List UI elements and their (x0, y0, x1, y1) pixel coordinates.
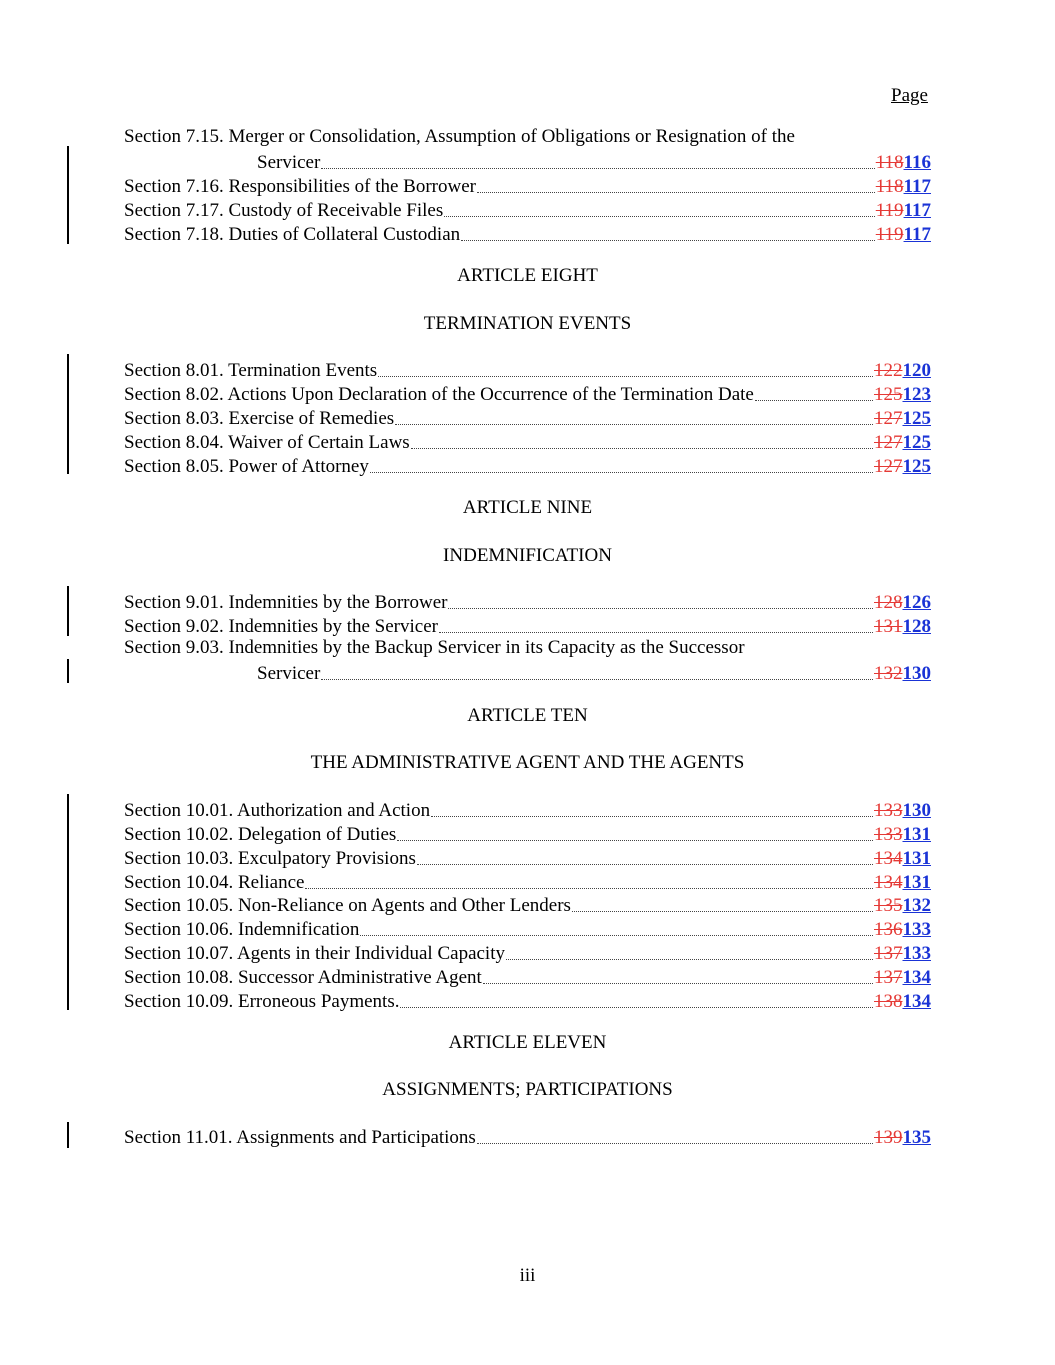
toc-entry-8-05[interactable] (124, 454, 931, 478)
deleted-page-number: 127 (874, 456, 903, 477)
deleted-page-number: 135 (874, 895, 903, 916)
dot-leader (477, 192, 875, 193)
dot-leader (461, 240, 875, 241)
toc-entry-label: Section 8.03. Exercise of Remedies (124, 408, 395, 429)
toc-entry-8-02[interactable] (124, 382, 931, 406)
change-bar (67, 586, 69, 636)
toc-entry-10-02[interactable] (124, 822, 931, 846)
article-number: ARTICLE ELEVEN (448, 1032, 607, 1053)
inserted-page-number[interactable]: 130 (902, 800, 931, 821)
dot-leader (370, 472, 873, 473)
toc-entry-10-08[interactable] (124, 965, 931, 989)
toc-entry-label: Section 8.05. Power of Attorney (124, 456, 369, 477)
dot-leader (417, 864, 873, 865)
dot-leader (444, 216, 874, 217)
deleted-page-number: 119 (875, 200, 904, 221)
toc-entry-label: Section 9.01. Indemnities by the Borrower (124, 592, 448, 613)
deleted-page-number: 137 (874, 943, 903, 964)
deleted-page-number: 134 (874, 872, 903, 893)
dot-leader (411, 448, 873, 449)
dot-leader (572, 911, 873, 912)
dot-leader (378, 376, 873, 377)
deleted-page-number: 119 (875, 224, 904, 245)
toc-entry-label: Section 7.18. Duties of Collateral Custodian (124, 224, 461, 245)
toc-entry-9-03[interactable] (257, 661, 931, 685)
inserted-page-number[interactable]: 117 (903, 200, 931, 221)
dot-leader (506, 959, 873, 960)
dot-leader (448, 608, 873, 609)
deleted-page-number: 127 (874, 408, 903, 429)
toc-entry-7-16[interactable] (124, 174, 931, 198)
dot-leader (321, 679, 873, 680)
inserted-page-number[interactable]: 120 (902, 360, 931, 381)
inserted-page-number[interactable]: 134 (902, 991, 931, 1012)
change-bar (67, 146, 69, 244)
dot-leader (395, 424, 873, 425)
deleted-page-number: 133 (874, 800, 903, 821)
deleted-page-number: 118 (875, 176, 904, 197)
change-bar (67, 794, 69, 1010)
article-title: TERMINATION EVENTS (423, 313, 632, 334)
toc-entry-11-01[interactable] (124, 1125, 931, 1149)
toc-entry-9-02[interactable] (124, 614, 931, 638)
toc-entry-9-01[interactable] (124, 590, 931, 614)
toc-entry-label: Section 7.17. Custody of Receivable Files (124, 200, 444, 221)
toc-entry-label: Section 10.07. Agents in their Individual Capacity (124, 943, 505, 964)
inserted-page-number[interactable]: 134 (902, 967, 931, 988)
toc-entry-7-15-line1: Section 7.15. Merger or Consolidation, Assumption of Obligations or Resignation of the (124, 126, 795, 147)
toc-entry-label: Section 10.06. Indemnification (124, 919, 360, 940)
toc-entry-10-06[interactable] (124, 917, 931, 941)
deleted-page-number: 132 (874, 663, 903, 684)
inserted-page-number[interactable]: 123 (902, 384, 931, 405)
deleted-page-number: 125 (874, 384, 903, 405)
dot-leader (397, 840, 873, 841)
page-number: iii (519, 1265, 536, 1286)
deleted-page-number: 122 (874, 360, 903, 381)
change-bar (67, 659, 69, 683)
toc-entry-label: Section 10.09. Erroneous Payments. (124, 991, 400, 1012)
inserted-page-number[interactable]: 135 (902, 1127, 931, 1148)
deleted-page-number: 138 (874, 991, 903, 1012)
toc-entry-label: Section 10.01. Authorization and Action (124, 800, 431, 821)
toc-entry-10-04[interactable] (124, 870, 931, 894)
deleted-page-number: 134 (874, 848, 903, 869)
inserted-page-number[interactable]: 125 (902, 456, 931, 477)
deleted-page-number: 127 (874, 432, 903, 453)
toc-entry-label: Section 8.02. Actions Upon Declaration of the Occurrence of the Termination Date (124, 384, 754, 405)
toc-entry-8-04[interactable] (124, 430, 931, 454)
toc-entry-label: Section 8.01. Termination Events (124, 360, 378, 381)
toc-entry-7-18[interactable] (124, 222, 931, 246)
deleted-page-number: 133 (874, 824, 903, 845)
inserted-page-number[interactable]: 132 (902, 895, 931, 916)
inserted-page-number[interactable]: 117 (903, 224, 931, 245)
toc-entry-label: Section 7.16. Responsibilities of the Borrower (124, 176, 476, 197)
inserted-page-number[interactable]: 117 (903, 176, 931, 197)
toc-entry-10-03[interactable] (124, 846, 931, 870)
toc-entry-10-01[interactable] (124, 798, 931, 822)
page-column-header: Page (891, 85, 928, 106)
toc-entry-label: Section 10.02. Delegation of Duties (124, 824, 397, 845)
inserted-page-number[interactable]: 125 (902, 432, 931, 453)
dot-leader (483, 983, 873, 984)
inserted-page-number[interactable]: 133 (902, 919, 931, 940)
toc-entry-label: Section 10.05. Non-Reliance on Agents and Other Lenders (124, 895, 571, 916)
dot-leader (755, 400, 873, 401)
toc-entry-label: Section 10.04. Reliance (124, 872, 305, 893)
inserted-page-number[interactable]: 131 (902, 848, 931, 869)
change-bar (67, 1122, 69, 1148)
toc-entry-label: Section 10.03. Exculpatory Provisions (124, 848, 416, 869)
deleted-page-number: 128 (874, 592, 903, 613)
deleted-page-number: 131 (874, 616, 903, 637)
inserted-page-number[interactable]: 130 (902, 663, 931, 684)
article-title: INDEMNIFICATION (443, 545, 612, 566)
toc-entry-label: Section 11.01. Assignments and Participations (124, 1127, 476, 1148)
article-number: ARTICLE EIGHT (457, 265, 598, 286)
dot-leader (400, 1007, 873, 1008)
inserted-page-number[interactable]: 131 (902, 872, 931, 893)
dot-leader (439, 632, 873, 633)
toc-entry-label: Section 10.08. Successor Administrative Agent (124, 967, 482, 988)
toc-entry-label: Section 8.04. Waiver of Certain Laws (124, 432, 410, 453)
dot-leader (431, 816, 873, 817)
toc-entry-7-15[interactable] (257, 150, 931, 174)
dot-leader (360, 935, 873, 936)
inserted-page-number[interactable]: 116 (903, 152, 931, 173)
toc-entry-8-01[interactable] (124, 358, 931, 382)
toc-entry-label: Servicer (257, 152, 321, 173)
toc-entry-9-03-line1: Section 9.03. Indemnities by the Backup Servicer in its Capacity as the Successor (124, 637, 745, 658)
article-title: ASSIGNMENTS; PARTICIPATIONS (382, 1079, 673, 1100)
deleted-page-number: 136 (874, 919, 903, 940)
toc-entry-label: Servicer (257, 663, 321, 684)
inserted-page-number[interactable]: 133 (902, 943, 931, 964)
article-title: THE ADMINISTRATIVE AGENT AND THE AGENTS (310, 752, 745, 773)
inserted-page-number[interactable]: 128 (902, 616, 931, 637)
toc-entry-label: Section 9.02. Indemnities by the Servicer (124, 616, 438, 637)
dot-leader (477, 1143, 873, 1144)
change-bar (67, 354, 69, 474)
deleted-page-number: 118 (875, 152, 904, 173)
article-number: ARTICLE TEN (467, 705, 588, 726)
deleted-page-number: 137 (874, 967, 903, 988)
dot-leader (321, 168, 874, 169)
toc-entry-7-17[interactable] (124, 198, 931, 222)
inserted-page-number[interactable]: 125 (902, 408, 931, 429)
inserted-page-number[interactable]: 131 (902, 824, 931, 845)
article-number: ARTICLE NINE (462, 497, 593, 518)
inserted-page-number[interactable]: 126 (902, 592, 931, 613)
toc-entry-8-03[interactable] (124, 406, 931, 430)
toc-entry-10-07[interactable] (124, 941, 931, 965)
toc-entry-10-05[interactable] (124, 893, 931, 917)
deleted-page-number: 139 (874, 1127, 903, 1148)
toc-entry-10-09[interactable] (124, 989, 931, 1013)
dot-leader (305, 888, 873, 889)
